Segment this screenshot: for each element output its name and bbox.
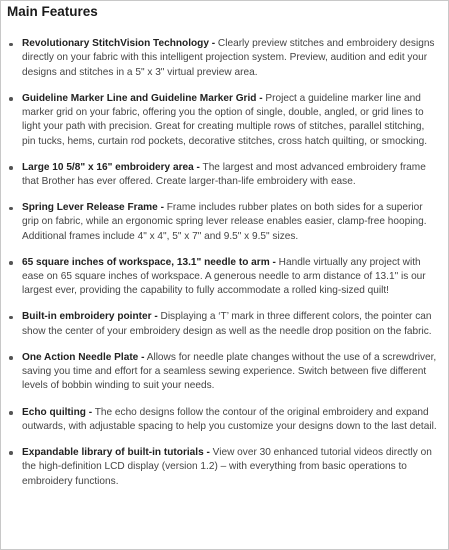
section-title: Main Features xyxy=(7,4,98,19)
feature-description: Clearly preview stitches and embroidery designs directly on your fabric with this intelligent projection system. Preview, audition and edit your designs and stitches in a 5" x 3" virtual preview area. xyxy=(22,38,435,78)
feature-name: Large 10 5/8" x 16" embroidery area - xyxy=(22,161,200,173)
bullet-icon xyxy=(9,207,13,211)
feature-description: The largest and most advanced embroidery frame that Brother has ever offered. Create larger-than-life embroidery with ease. xyxy=(22,161,426,187)
list-item xyxy=(7,256,439,299)
feature-name: Expandable library of built-in tutorials - xyxy=(22,446,210,458)
list-item xyxy=(7,37,439,80)
main-features-section xyxy=(7,4,439,501)
feature-name: Guideline Marker Line and Guideline Marker Grid - xyxy=(22,92,263,104)
list-item xyxy=(7,446,439,489)
feature-description: Frame includes rubber plates on both sides for a superior grip on fabric, while an ergonomic spring lever release enables easier, clamp-free hooping. Additional frames include 4" x 4", 5" x 7" and 9.5" x 9.5" sizes. xyxy=(22,202,427,242)
feature-list xyxy=(7,37,439,489)
list-item xyxy=(7,161,439,190)
feature-description: View over 30 enhanced tutorial videos directly on the high-definition LCD display (version 1.2) – with everything from basic operations to embroidery functions. xyxy=(22,446,432,487)
bullet-icon xyxy=(9,97,13,101)
feature-name: Built-in embroidery pointer - xyxy=(22,311,158,323)
bullet-icon xyxy=(9,411,13,415)
bullet-icon xyxy=(9,316,13,320)
bullet-icon xyxy=(9,43,13,47)
bullet-icon xyxy=(9,261,13,265)
feature-name: 65 square inches of workspace, 13.1" needle to arm - xyxy=(22,256,276,268)
list-item xyxy=(7,406,439,435)
feature-name: Echo quilting - xyxy=(22,406,93,418)
bullet-icon xyxy=(9,451,13,455)
feature-name: One Action Needle Plate - xyxy=(22,351,145,363)
feature-description: Allows for needle plate changes without the use of a screwdriver, saving you time and effort for a seamless sewing experience. Switch between five different levels of bobbin winding to suit your needs. xyxy=(22,351,437,392)
list-item xyxy=(7,310,439,339)
list-item xyxy=(7,201,439,244)
list-item xyxy=(7,351,439,394)
feature-description: Displaying a ‘T’ mark in three different colors, the pointer can show the center of your embroidery design as well as the needle drop position on the fabric. xyxy=(22,311,432,337)
feature-description: The echo designs follow the contour of the original embroidery and expand outwards, with adjustable spacing to help you customize your designs down to the last detail. xyxy=(22,406,437,432)
feature-description: Handle virtually any project with ease on 65 square inches of workspace. A generous needle to arm distance of 13.1" is our largest ever, providing the capability to fully accommodate a rolled king-sized quilt! xyxy=(22,256,426,297)
feature-name: Revolutionary StitchVision Technology - xyxy=(22,38,216,49)
bullet-icon xyxy=(9,356,13,360)
bullet-icon xyxy=(9,166,13,170)
feature-name: Spring Lever Release Frame - xyxy=(22,202,164,214)
list-item xyxy=(7,92,439,149)
feature-description: Project a guideline marker line and marker grid on your fabric, offering you the option of single, double, angled, or grid lines to light your path with precision. Great for creating multiple rows of stitches, parallel stitching, pin tucks, hems, curtain rod pockets, decorative stitches, cross hatch quilting, or smocking. xyxy=(22,92,428,147)
